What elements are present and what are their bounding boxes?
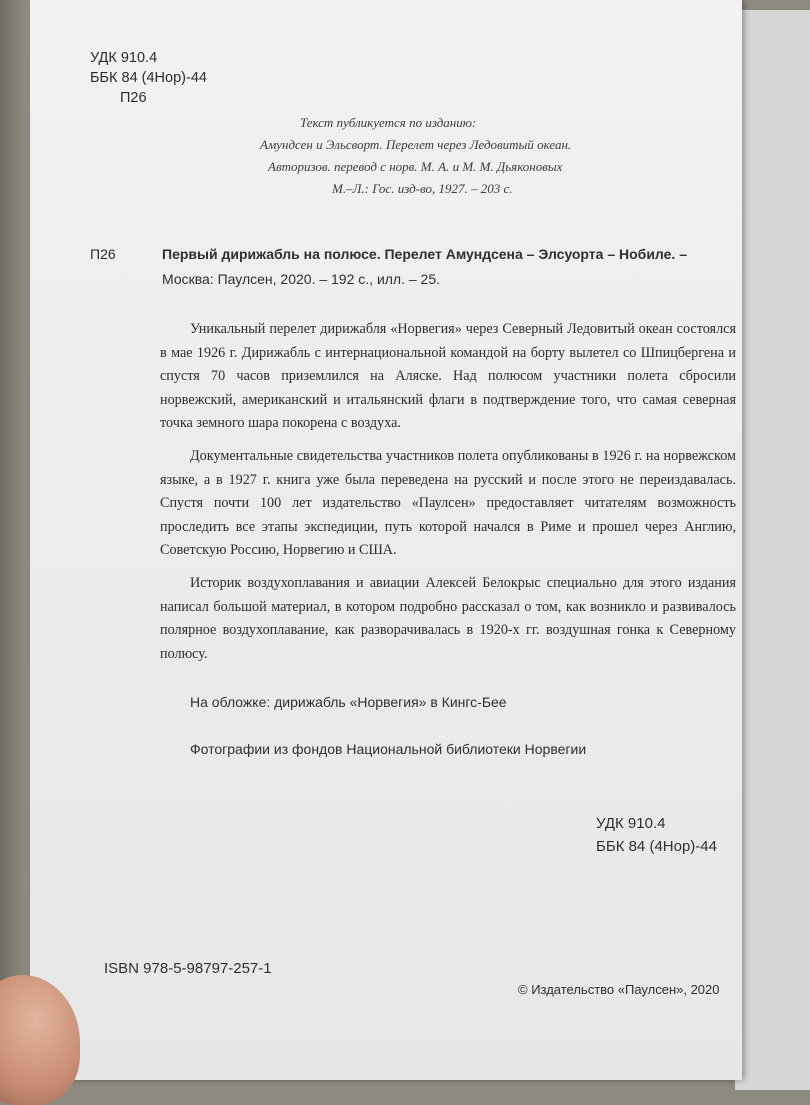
book-page xyxy=(30,0,742,1080)
isbn: ISBN 978-5-98797-257-1 xyxy=(104,960,272,977)
abstract xyxy=(160,318,736,675)
imprint: Москва: Паулсен, 2020. – 192 с., илл. – 25. xyxy=(162,271,441,287)
source-line: Авторизов. перевод с норв. М. А. и М. М. Дьяконовых xyxy=(268,159,563,174)
book-title: Первый дирижабль на полюсе. Перелет Амундсена – Элсуорта – Нобиле. – xyxy=(162,246,687,262)
source-line: М.–Л.: Гос. изд-во, 1927. – 203 с. xyxy=(332,181,513,196)
source-line: Текст публикуется по изданию: xyxy=(300,115,477,130)
cover-note: На обложке: дирижабль «Норвегия» в Кингс-Бее xyxy=(190,694,507,710)
author-sign: П26 xyxy=(120,90,147,106)
copyright: © Издательство «Паулсен», 2020 xyxy=(518,982,720,997)
udk-code: УДК 910.4 xyxy=(90,50,158,66)
udk-block-top xyxy=(90,48,207,108)
abstract-paragraph: Уникальный перелет дирижабля «Норвегия» через Северный Ледовитый океан состоялся в мае 1926 г. Дирижабль с интернациональной командой на борту вылетел со Шпицбергена и спустя 70 часов приземлился на Аляске. Над полюсом участники полета сбросили норвежский, американский и итальянский флаги в подтверждение того, что самая северная точка земного шара покорена с воздуха. xyxy=(160,321,736,432)
source-line: Амундсен и Эльсворт. Перелет через Ледовитый океан. xyxy=(260,137,572,152)
source-edition-note xyxy=(260,112,660,200)
bbk-code: ББК 84 (4Нор)-44 xyxy=(596,838,717,855)
udk-code: УДК 910.4 xyxy=(596,815,666,832)
record-code: П26 xyxy=(90,246,116,262)
abstract-paragraph: Документальные свидетельства участников полета опубликованы в 1926 г. на норвежском языке, а в 1927 г. книга уже была переведена на русский и после этого не переиздавалась. Спустя почти 100 лет издательство «Паулсен» предоставляет читателям возможность проследить все этапы экспедиции, путь которой начался в Риме и прошел через Англию, Советскую Россию, Норвегию и США. xyxy=(160,447,736,559)
udk-block-bottom xyxy=(596,812,717,858)
abstract-paragraph: Историк воздухоплавания и авиации Алексей Белокрыс специально для этого издания написал большой материал, в котором подробно рассказал о том, как возникло и развивалось полярное воздухоплавание, как разворачивалась в 1920-х гг. воздушная гонка к Северному полюсу. xyxy=(160,574,736,662)
adjacent-page xyxy=(735,10,810,1090)
bibliographic-record xyxy=(90,242,740,292)
photo-credit: Фотографии из фондов Национальной библиотеки Норвегии xyxy=(190,741,587,757)
bbk-code: ББК 84 (4Нор)-44 xyxy=(90,70,207,86)
